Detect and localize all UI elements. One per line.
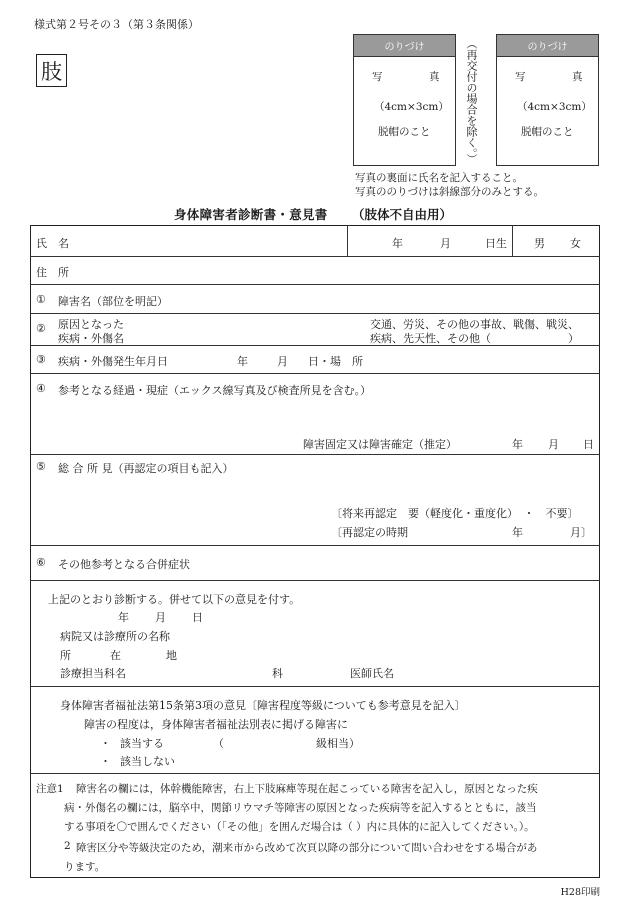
photo-box-left (353, 34, 456, 166)
photo-text: 真 (572, 71, 583, 83)
photo-text: 写 (515, 71, 526, 83)
department-label: 診療担当科名 (60, 667, 126, 680)
opinion-title: 身体障害者福祉法第15条第3項の意見〔障害程度等級についても参考意見を記入〕 (60, 699, 466, 712)
photo-size: （4cm×3cm） (374, 101, 449, 113)
onset-date-label: 疾病・外傷発生年月日 (58, 355, 168, 368)
note-1-line: 障害名の欄には，体幹機能障害，右上下肢麻痺等現在起こっている障害を記入し，原因となった疾 (76, 783, 538, 795)
photo-hat-note: 脱帽のこと (378, 126, 431, 138)
onset-year-label: 年 (237, 355, 248, 368)
not-applicable-option[interactable]: 該当しない (120, 755, 175, 768)
grade-label: 級相当） (316, 737, 360, 750)
reissue-note: （再交付の場合を除く。） (465, 38, 478, 165)
glue-label: のりづけ (354, 35, 455, 57)
divider (30, 284, 600, 285)
photo-box-right (496, 34, 599, 166)
progress-findings-label: 参考となる経過・現症（エックス線写真及び検査所見を含む。） (58, 384, 372, 397)
cause-label-2: 疾病・外傷名 (58, 332, 124, 345)
note-2-line: ります。 (64, 861, 106, 873)
section-number: ⑥ (36, 556, 46, 569)
section-number: ① (36, 293, 46, 306)
note-1-head: 注意1 (36, 783, 64, 795)
reexam-time-label: 〔再認定の時期 (331, 526, 408, 539)
photo-hat-note: 脱帽のこと (521, 126, 574, 138)
onset-day-place-label: 日・場 所 (308, 355, 363, 368)
reexam-options[interactable]: 〔将来再認定 要（軽度化・重度化） ・ 不要〕 (331, 507, 579, 520)
cause-label-1: 原因となった (58, 318, 124, 331)
birth-year-label: 年 (392, 237, 403, 250)
photo-note-2: 写真ののりづけは斜線部分のみとする。 (355, 186, 544, 198)
photo-text: 真 (429, 71, 440, 83)
diag-month-label: 月 (155, 611, 166, 624)
opinion-degree: 障害の程度は，身体障害者福祉法別表に掲げる障害に (84, 718, 348, 731)
divider (30, 545, 600, 546)
print-code: H28印刷 (560, 887, 600, 898)
section-number: ④ (36, 382, 46, 395)
form-number: 様式第２号その３（第３条関係） (34, 18, 199, 31)
form-title: 身体障害者診断書・意見書 (174, 207, 328, 222)
note-1-line: する事項を〇で囲んでください（「その他」を囲んだ場合は（ ）内に具体的に記入してください。）。 (64, 821, 535, 833)
section-number: ③ (36, 353, 46, 366)
address-char: 在 (110, 649, 121, 662)
divider (30, 373, 600, 374)
complications-label: その他参考となる合併症状 (58, 558, 190, 571)
sex-male-option[interactable]: 男 (534, 237, 545, 250)
sex-female-option[interactable]: 女 (570, 237, 581, 250)
overall-findings-field[interactable] (40, 478, 590, 500)
address-char: 所 (60, 649, 71, 662)
address-char: 地 (166, 649, 177, 662)
birth-month-label: 月 (440, 237, 451, 250)
fixed-day-label: 日 (583, 438, 594, 451)
department-suffix: 科 (272, 667, 283, 680)
fixed-month-label: 月 (548, 438, 559, 451)
cause-options-1[interactable]: 交通、労災、その他の事故、戦傷、戦災、 (370, 318, 579, 331)
section-number: ② (36, 322, 46, 335)
divider (30, 773, 600, 774)
note-2-line: 障害区分や等級決定のため，潮来市から改めて次頁以降の部分について問い合わせをする場合があ (76, 842, 538, 854)
bullet: ・ (100, 737, 111, 750)
address-field[interactable] (110, 260, 590, 280)
disability-fixed-label: 障害固定又は障害確定（推定） (303, 438, 457, 451)
progress-findings-field[interactable] (40, 400, 590, 430)
limb-marker: 肢 (36, 54, 67, 87)
address-label: 住 所 (36, 266, 69, 279)
grade-open: （ (213, 737, 224, 750)
photo-note-1: 写真の裏面に氏名を記入すること。 (355, 172, 523, 184)
note-2-head: 2 (64, 840, 71, 852)
divider (30, 686, 600, 687)
overall-findings-label: 総 合 所 見（再認定の項目も記入） (58, 462, 234, 475)
divider (347, 225, 348, 256)
name-label: 氏 名 (36, 237, 69, 250)
hospital-label: 病院又は診療所の名称 (60, 630, 170, 643)
birth-day-label: 日生 (485, 237, 507, 250)
diag-year-label: 年 (118, 611, 129, 624)
divider (30, 580, 600, 581)
reexam-month-label: 月〕 (570, 526, 592, 539)
divider (30, 256, 600, 257)
cause-options-2[interactable]: 疾病、先天性、その他（ ） (370, 332, 579, 345)
diag-day-label: 日 (192, 611, 203, 624)
divider (30, 454, 600, 455)
note-1-line: 病・外傷名の欄には，脳卒中，関節リウマチ等障害の原因となった疾病等を記入するとともに，該当 (64, 802, 537, 814)
section-number: ⑤ (36, 460, 46, 473)
photo-size: （4cm×3cm） (517, 101, 592, 113)
glue-label: のりづけ (497, 35, 598, 57)
doctor-name-label: 医師氏名 (350, 667, 394, 680)
onset-month-label: 月 (277, 355, 288, 368)
bullet: ・ (100, 755, 111, 768)
applicable-option[interactable]: 該当する (120, 737, 164, 750)
divider (512, 225, 513, 256)
name-field[interactable] (110, 229, 340, 251)
photo-text: 写 (372, 71, 383, 83)
fixed-year-label: 年 (512, 438, 523, 451)
disability-name-label: 障害名（部位を明記） (58, 295, 168, 308)
divider (30, 313, 600, 314)
diagnosis-statement: 上記のとおり診断する。併せて以下の意見を付す。 (48, 593, 301, 606)
reexam-year-label: 年 (512, 526, 523, 539)
form-subtitle: （肢体不自由用） (352, 207, 453, 222)
